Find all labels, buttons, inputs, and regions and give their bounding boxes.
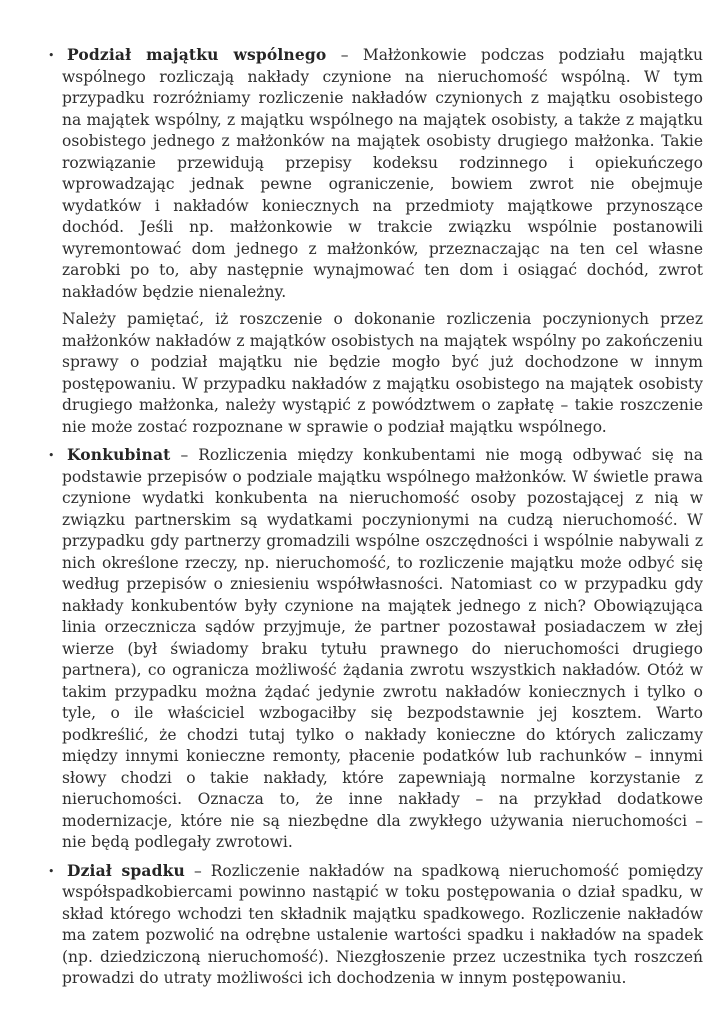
paragraph-text: – Małżonkowie podczas podziału majątku wspólnego rozliczają nakłady czynione na nieruchomość wspólną. W tym przypadku rozróżniamy rozliczenie nakładów czynionych z majątku osobistego na majątek wspólny, z majątku wspólnego na majątek osobisty, a także z majątku osobistego jednego z małżonków na majątek osobisty drugiego małżonka. Takie rozwiązanie przewidują przepisy kodeksu rodzinnego i opiekuńczego wprowadzając jednak pewne ograniczenie, bowiem zwrot nie obejmuje wydatków i nakładów koniecznych na przedmioty majątkowe przynoszące dochód. Jeśli np. małżonkowie w trakcie związku wspólnie postanowili wyremontować dom jednego z małżonków, przeznaczając na ten cel własne zarobki po to, aby następnie wynajmować ten dom i osiągać dochód, zwrot nakładów będzie nienależny. — [62, 46, 703, 301]
list-item-dzial-spadku — [47, 860, 703, 990]
term-label: Podział majątku wspólnego — [67, 45, 327, 64]
term-label: Konkubinat — [67, 445, 171, 464]
list-item-podzial-majatku — [47, 44, 703, 303]
paragraph-text: – Rozliczenia między konkubentami nie mogą odbywać się na podstawie przepisów o podziale majątku wspólnego małżonków. W świetle prawa czynione wydatki konkubenta na nieruchomość osoby pozostającej z nią w związku partnerskim są wydatkami poczynionymi na cudzą nieruchomość. W przypadku gdy partnerzy gromadzili wspólne oszczędności i wspólnie nabywali z nich określone rzeczy, np. nieruchomość, to rozliczenie majątku może odbyć się według przepisów o zniesieniu współwłasności. Natomiast co w przypadku gdy nakłady konkubentów były czynione na majątek jednego z nich? Obowiązująca linia orzecznicza sądów przyjmuje, że partner pozostawał posiadaczem w złej wierze (był świadomy braku tytułu prawnego do nieruchomości drugiego partnera), co ogranicza możliwość żądania zwrotu wszystkich nakładów. Otóż w takim przypadku można żądać jedynie zwrotu nakładów koniecznych i tylko o tyle, o ile właściciel wzbogaciłby się bezpodstawnie jej kosztem. Warto podkreślić, że chodzi tutaj tylko o nakłady konieczne do których zaliczamy między innymi konieczne remonty, płacenie podatków lub rachunków – innymi słowy chodzi o takie nakłady, które zapewniają normalne korzystanie z nieruchomości. Oznacza to, że inne nakłady – na przykład dodatkowe modernizacje, które nie są niezbędne dla zwykłego używania nieruchomości – nie będą podlegały zwrotowi. — [62, 446, 703, 851]
paragraph — [62, 309, 703, 438]
paragraph — [62, 860, 703, 990]
paragraph-text: – Rozliczenie nakładów na spadkową nieruchomość pomiędzy współspadkobiercami powinno nastąpić w toku postępowania o dział spadku, w skład którego wchodzi ten składnik majątku spadkowego. Rozliczenie nakładów ma zatem pozwolić na odrębne ustalenie wartości spadku i nakładów na spadek (np. dziedziczoną nieruchomość). Niezgłoszenie przez uczestnika tych roszczeń prowadzi do utraty możliwości ich dochodzenia w innym postępowaniu. — [62, 861, 703, 987]
bullet-icon: • — [48, 864, 55, 878]
paragraph-text: Należy pamiętać, iż roszczenie o dokonanie rozliczenia poczynionych przez małżonków nakładów z majątków osobistych na majątek wspólny po zakończeniu sprawy o podział majątku nie będzie mogło być już dochodzone w innym postępowaniu. W przypadku nakładów z majątku osobistego na majątek osobisty drugiego małżonka, należy wystąpić z powództwem o zapłatę – takie roszczenie nie może zostać rozpoznane w sprawie o podział majątku wspólnego. — [62, 310, 703, 436]
list-item-konkubinat — [47, 444, 703, 854]
continuation-paragraph — [47, 309, 703, 438]
paragraph — [62, 44, 703, 303]
paragraph — [62, 444, 703, 854]
term-label: Dział spadku — [67, 860, 185, 880]
bullet-icon: • — [48, 449, 55, 462]
bullet-icon: • — [48, 49, 55, 62]
